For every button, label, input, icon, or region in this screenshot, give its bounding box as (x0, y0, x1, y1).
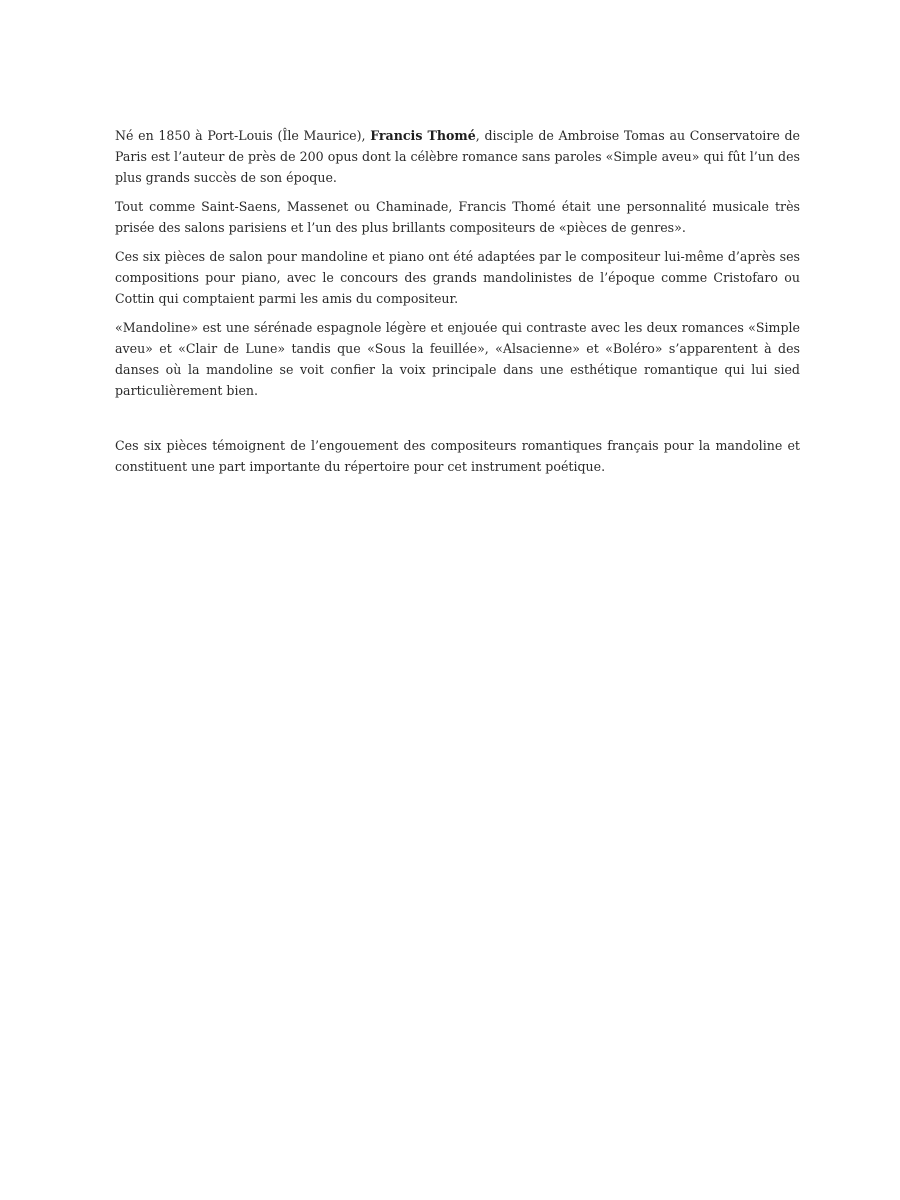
paragraph-intro-before: Né en 1850 à Port-Louis (Île Maurice), (115, 128, 371, 143)
paragraph-adaptation: Ces six pièces de salon pour mandoline et piano ont été adaptées par le compositeur lui-même d’après ses compositions pour piano, avec le concours des grands mandolinistes de l’époque comme Cristofaro ou Cottin qui comptaient parmi les amis du compositeur. (115, 249, 800, 306)
composer-name: Francis Thomé (370, 128, 476, 143)
paragraph-conclusion: Ces six pièces témoignent de l’engouement des compositeurs romantiques français pour la mandoline et constituent une part importante du répertoire pour cet instrument poétique. (115, 438, 800, 474)
paragraph-intro (115, 125, 800, 188)
paragraph-pieces: «Mandoline» est une sérénade espagnole légère et enjouée qui contraste avec les deux romances «Simple aveu» et «Clair de Lune» tandis que «Sous la feuillée», «Alsacienne» et «Boléro» s’apparentent à des danses où la mandoline se voit confier la voix principale dans une esthétique romantique qui lui sied particulièrement bien. (115, 320, 800, 398)
document-body (115, 125, 800, 485)
paragraph-salons: Tout comme Saint-Saens, Massenet ou Chaminade, Francis Thomé était une personnalité musicale très prisée des salons parisiens et l’un des plus brillants compositeurs de «pièces de genres». (115, 199, 800, 235)
paragraph-intro-after: , disciple de Ambroise Tomas au Conservatoire de Paris est l’auteur de près de 200 opus dont la célèbre romance sans paroles «Simple aveu» qui fût l’un des plus grands succès de son époque. (115, 128, 800, 185)
